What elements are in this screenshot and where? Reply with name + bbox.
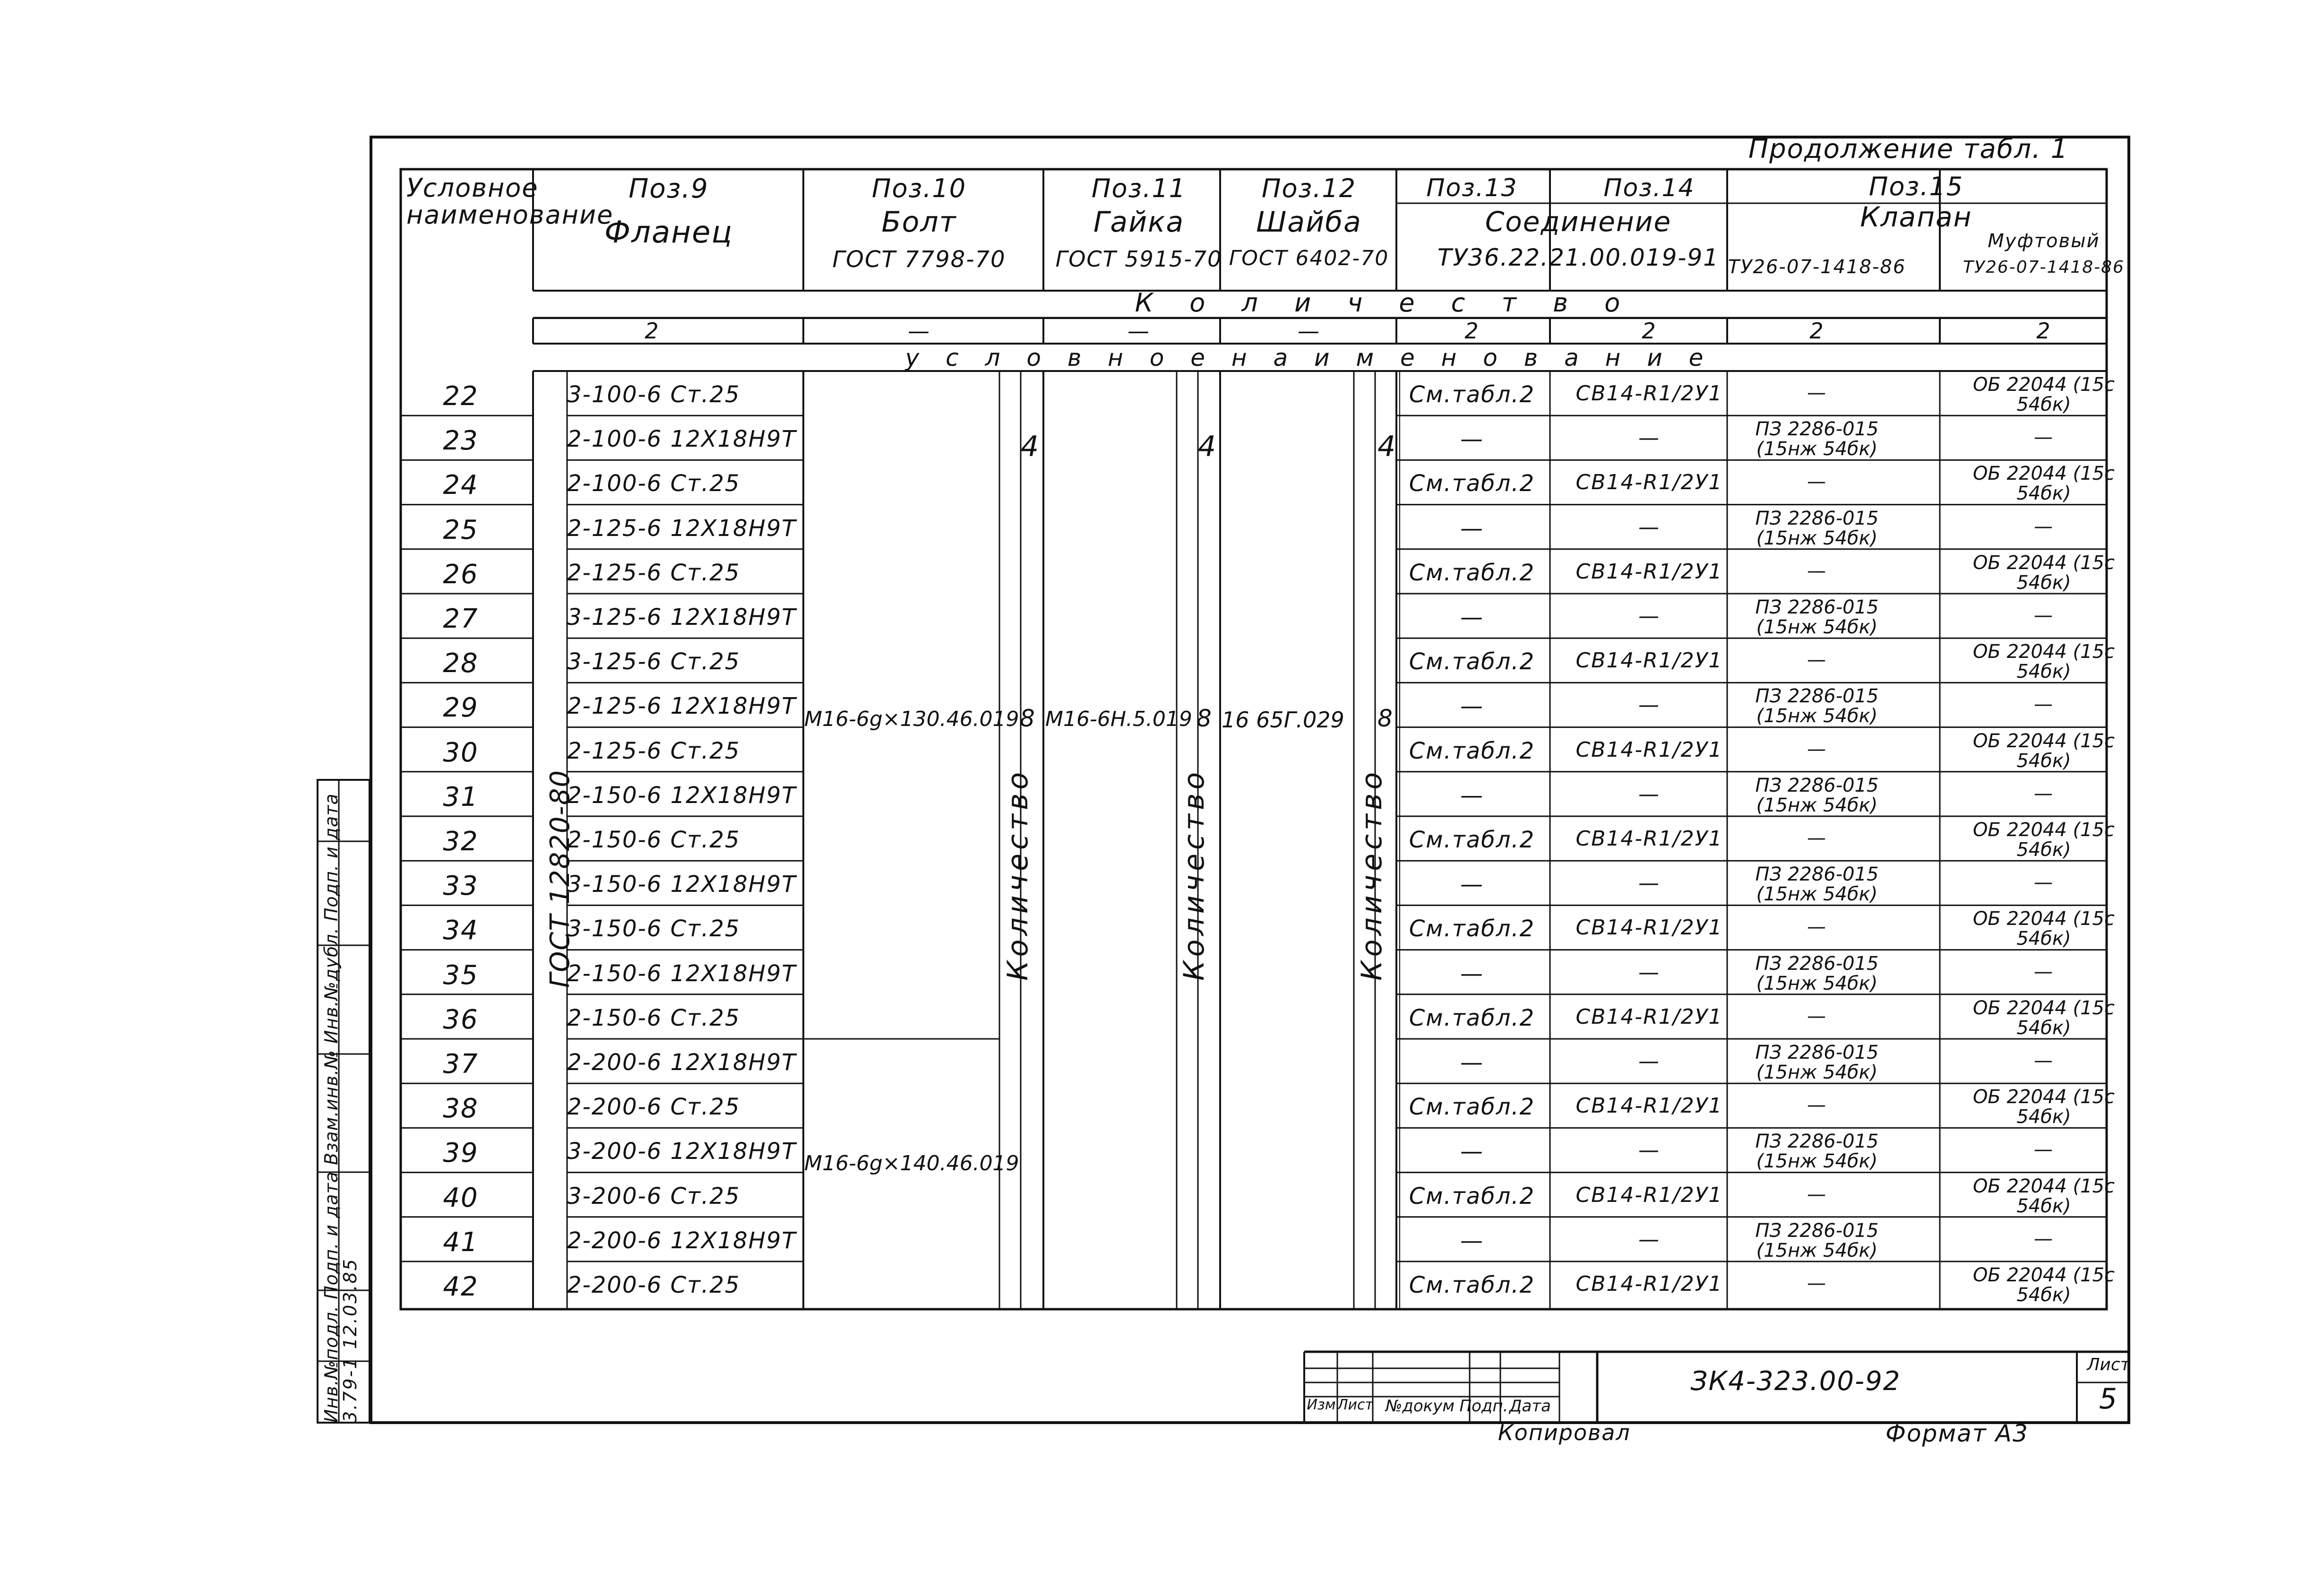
row-coupling-valve: ОБ 22044 (15с 54бк) xyxy=(1972,374,2115,415)
header-pos9: Поз.9 xyxy=(628,173,709,204)
row-condition-name: 39 xyxy=(443,1138,479,1169)
row-valve: ПЗ 2286-015 (15нж 54бк) xyxy=(1755,1131,1879,1173)
row-condition-name: 42 xyxy=(443,1271,479,1302)
row-condition-name: 34 xyxy=(443,915,479,946)
row-connection-13: — xyxy=(1460,1227,1484,1254)
washer-qty-bottom: 8 xyxy=(1377,705,1394,732)
header-pos10: Поз.10 xyxy=(871,173,967,203)
qty-connection-14: 2 xyxy=(1642,318,1657,344)
row-connection-14: СВ14-R1/2У1 xyxy=(1575,470,1723,495)
row-valve: ПЗ 2286-015 (15нж 54бк) xyxy=(1755,596,1879,638)
qty-bolt: — xyxy=(908,318,930,344)
row-connection-13: — xyxy=(1460,604,1484,631)
bolt-size-2: М16-6g×140.46.019 xyxy=(804,1151,1019,1175)
row-connection-14: — xyxy=(1638,604,1660,628)
row-coupling-valve: ОБ 22044 (15с 54бк) xyxy=(1972,997,2115,1039)
row-coupling-valve: — xyxy=(2034,1227,2054,1250)
row-condition-name: 36 xyxy=(443,1004,479,1035)
row-valve: ПЗ 2286-015 (15нж 54бк) xyxy=(1755,507,1879,549)
washer-qty-top: 4 xyxy=(1377,430,1397,463)
condition-name-label: у с л о в н о е н а и м е н о в а н и е xyxy=(905,344,1713,371)
row-condition-name: 37 xyxy=(443,1049,479,1080)
header-pos11: Поз.11 xyxy=(1091,173,1187,203)
header-pos13: Поз.13 xyxy=(1426,174,1518,202)
header-coupling-std: ТУ26-07-1418-86 xyxy=(1963,258,2125,277)
row-flange: 2-200-6 Ст.25 xyxy=(567,1272,740,1298)
row-connection-14: — xyxy=(1638,871,1660,896)
row-connection-14: СВ14-R1/2У1 xyxy=(1575,916,1723,940)
row-condition-name: 28 xyxy=(443,648,479,679)
row-valve: ПЗ 2286-015 (15нж 54бк) xyxy=(1755,774,1879,816)
nut-size: М16-6Н.5.019 xyxy=(1045,707,1192,731)
row-coupling-valve: ОБ 22044 (15с 54бк) xyxy=(1972,641,2115,683)
row-flange: 2-150-6 12Х18Н9Т xyxy=(567,782,797,809)
row-flange: 3-100-6 Ст.25 xyxy=(567,381,740,408)
document-code: ЗК4-323.00-92 xyxy=(1690,1366,1901,1397)
row-valve: — xyxy=(1807,382,1827,404)
row-connection-14: СВ14-R1/2У1 xyxy=(1575,559,1723,584)
row-condition-name: 33 xyxy=(443,871,479,902)
row-connection-13: — xyxy=(1460,693,1484,720)
row-flange: 2-100-6 Ст.25 xyxy=(567,470,740,497)
washer-qty-vertical-label: Количество xyxy=(1355,768,1388,981)
header-bolt-std: ГОСТ 7798-70 xyxy=(832,246,1006,273)
row-coupling-valve: ОБ 22044 (15с 54бк) xyxy=(1972,1175,2115,1217)
header-valve-std: ТУ26-07-1418-86 xyxy=(1728,256,1906,278)
row-coupling-valve: — xyxy=(2034,426,2054,449)
row-condition-name: 35 xyxy=(443,959,479,991)
row-coupling-valve: — xyxy=(2034,960,2054,983)
row-connection-13: — xyxy=(1460,782,1484,809)
row-flange: 2-100-6 12Х18Н9Т xyxy=(567,426,797,453)
row-valve: — xyxy=(1807,471,1827,493)
row-connection-14: СВ14-R1/2У1 xyxy=(1575,827,1723,851)
row-connection-13: См.табл.2 xyxy=(1409,1183,1535,1209)
side-stamp-labels: Инв.№подл. Подп. и дата Взам.инв.№ Инв.№дубл. Подп. и дата xyxy=(321,793,342,1423)
row-connection-14: — xyxy=(1638,1138,1660,1163)
row-valve: ПЗ 2286-015 (15нж 54бк) xyxy=(1755,864,1879,906)
bolt-qty-vertical-label: Количество xyxy=(1001,768,1034,981)
row-flange: 2-200-6 12Х18Н9Т xyxy=(567,1227,797,1254)
qty-coupling: 2 xyxy=(2036,318,2051,344)
row-valve: — xyxy=(1807,1272,1827,1294)
row-coupling-valve: — xyxy=(2034,693,2054,716)
header-pos14: Поз.14 xyxy=(1603,174,1695,202)
row-connection-13: — xyxy=(1460,515,1484,542)
continuation-label: Продолжение табл. 1 xyxy=(1748,134,2069,164)
row-connection-13: — xyxy=(1460,426,1484,453)
row-condition-name: 22 xyxy=(443,381,479,412)
row-valve: — xyxy=(1807,1094,1827,1116)
row-condition-name: 31 xyxy=(443,781,479,812)
header-valve: Клапан xyxy=(1860,201,1972,233)
flange-std-vertical: ГОСТ 12820-80 xyxy=(545,769,576,988)
row-connection-13: См.табл.2 xyxy=(1409,827,1535,853)
row-coupling-valve: ОБ 22044 (15с 54бк) xyxy=(1972,1264,2115,1306)
row-coupling-valve: — xyxy=(2034,1050,2054,1071)
row-condition-name: 23 xyxy=(443,425,479,457)
row-flange: 3-200-6 12Х18Н9Т xyxy=(567,1138,797,1165)
row-valve: — xyxy=(1807,827,1827,849)
header-washer: Шайба xyxy=(1256,206,1362,239)
format-label: Формат А3 xyxy=(1885,1420,2029,1447)
header-connection: Соединение xyxy=(1485,206,1672,238)
row-coupling-valve: — xyxy=(2034,1139,2054,1161)
row-flange: 3-200-6 Ст.25 xyxy=(567,1183,740,1209)
row-condition-name: 40 xyxy=(443,1182,479,1213)
row-flange: 3-125-6 Ст.25 xyxy=(567,648,740,675)
header-flange: Фланец xyxy=(604,215,733,250)
row-connection-14: СВ14-R1/2У1 xyxy=(1575,1094,1723,1118)
row-valve: ПЗ 2286-015 (15нж 54бк) xyxy=(1755,952,1879,994)
row-coupling-valve: ОБ 22044 (15с 54бк) xyxy=(1972,730,2115,772)
sheet-label: Лист xyxy=(2087,1355,2130,1374)
row-connection-13: См.табл.2 xyxy=(1409,1004,1535,1031)
row-connection-14: СВ14-R1/2У1 xyxy=(1575,1004,1723,1029)
copied-label: Копировал xyxy=(1498,1420,1631,1445)
row-connection-14: — xyxy=(1638,693,1660,717)
row-condition-name: 41 xyxy=(443,1227,479,1258)
row-flange: 2-125-6 12Х18Н9Т xyxy=(567,515,797,542)
row-valve: — xyxy=(1807,560,1827,582)
tb-header-doc: №докум xyxy=(1386,1397,1455,1416)
row-connection-14: СВ14-R1/2У1 xyxy=(1575,1183,1723,1207)
tb-header-date: Дата xyxy=(1509,1397,1551,1416)
row-connection-13: См.табл.2 xyxy=(1409,1272,1535,1298)
row-connection-14: — xyxy=(1638,426,1660,450)
header-nut: Гайка xyxy=(1093,206,1185,239)
header-washer-std: ГОСТ 6402-70 xyxy=(1229,246,1389,270)
row-valve: — xyxy=(1807,649,1827,671)
row-coupling-valve: — xyxy=(2034,605,2054,626)
row-coupling-valve: — xyxy=(2034,872,2054,894)
row-condition-name: 27 xyxy=(443,604,479,634)
row-connection-13: См.табл.2 xyxy=(1409,559,1535,586)
row-connection-13: См.табл.2 xyxy=(1409,381,1535,408)
row-connection-14: — xyxy=(1638,1049,1660,1073)
row-coupling-valve: ОБ 22044 (15с 54бк) xyxy=(1972,908,2115,950)
bolt-size-1: М16-6g×130.46.019 xyxy=(804,707,1019,731)
header-connection-std: ТУ36.22.21.00.019-91 xyxy=(1437,244,1720,271)
row-condition-name: 38 xyxy=(443,1093,479,1124)
header-condition-name: Условное наименование xyxy=(406,173,614,230)
nut-qty-top: 4 xyxy=(1198,430,1217,463)
header-nut-std: ГОСТ 5915-70 xyxy=(1055,246,1222,272)
row-connection-14: СВ14-R1/2У1 xyxy=(1575,648,1723,673)
nut-qty-vertical-label: Количество xyxy=(1178,768,1211,981)
row-coupling-valve: ОБ 22044 (15с 54бк) xyxy=(1972,463,2115,505)
row-valve: ПЗ 2286-015 (15нж 54бк) xyxy=(1755,1219,1879,1261)
qty-flange: 2 xyxy=(645,318,660,344)
washer-size: 16 65Г.029 xyxy=(1222,707,1344,733)
row-connection-13: См.табл.2 xyxy=(1409,648,1535,675)
row-flange: 3-125-6 12Х18Н9Т xyxy=(567,604,797,631)
tb-header-sheet: Лист xyxy=(1337,1397,1374,1413)
row-flange: 2-125-6 Ст.25 xyxy=(567,737,740,764)
row-condition-name: 25 xyxy=(443,514,479,545)
row-connection-14: — xyxy=(1638,960,1660,985)
row-condition-name: 29 xyxy=(443,692,479,724)
row-connection-13: См.табл.2 xyxy=(1409,1094,1535,1121)
row-flange: 2-200-6 Ст.25 xyxy=(567,1094,740,1121)
row-flange: 3-150-6 Ст.25 xyxy=(567,916,740,942)
row-flange: 3-150-6 12Х18Н9Т xyxy=(567,871,797,898)
row-coupling-valve: — xyxy=(2034,782,2054,804)
row-flange: 2-150-6 Ст.25 xyxy=(567,827,740,853)
bolt-qty-top: 4 xyxy=(1021,430,1040,463)
row-flange: 2-125-6 Ст.25 xyxy=(567,559,740,586)
row-connection-14: — xyxy=(1638,1227,1660,1252)
side-stamp-values: 3.79-1 12.03.85 xyxy=(340,1258,361,1423)
header-pos15: Поз.15 xyxy=(1868,172,1964,201)
row-coupling-valve: ОБ 22044 (15с 54бк) xyxy=(1972,819,2115,861)
row-condition-name: 26 xyxy=(443,559,479,590)
row-connection-13: См.табл.2 xyxy=(1409,470,1535,497)
nut-qty-bottom: 8 xyxy=(1196,705,1213,732)
tb-header-rev: Изм xyxy=(1307,1397,1336,1413)
row-valve: — xyxy=(1807,1183,1827,1205)
row-connection-13: — xyxy=(1460,1049,1484,1076)
row-coupling-valve: ОБ 22044 (15с 54бк) xyxy=(1972,1086,2115,1128)
row-connection-13: См.табл.2 xyxy=(1409,737,1535,764)
row-connection-14: — xyxy=(1638,782,1660,806)
row-condition-name: 30 xyxy=(443,737,479,768)
header-pos12: Поз.12 xyxy=(1261,173,1357,203)
row-valve: — xyxy=(1807,738,1827,760)
row-coupling-valve: — xyxy=(2034,515,2054,537)
row-valve: ПЗ 2286-015 (15нж 54бк) xyxy=(1755,1042,1879,1083)
row-condition-name: 24 xyxy=(443,470,479,501)
row-flange: 2-150-6 Ст.25 xyxy=(567,1004,740,1031)
row-condition-name: 32 xyxy=(443,826,479,857)
row-connection-14: — xyxy=(1638,515,1660,539)
qty-nut: — xyxy=(1128,318,1150,344)
row-valve: ПЗ 2286-015 (15нж 54бк) xyxy=(1755,685,1879,727)
row-connection-13: — xyxy=(1460,960,1484,987)
row-flange: 2-200-6 12Х18Н9Т xyxy=(567,1049,797,1076)
tb-header-sign: Подп. xyxy=(1459,1397,1508,1416)
header-coupling: Муфтовый xyxy=(1988,230,2100,252)
row-valve: — xyxy=(1807,916,1827,938)
row-connection-14: СВ14-R1/2У1 xyxy=(1575,1272,1723,1296)
row-connection-13: — xyxy=(1460,871,1484,898)
row-connection-14: СВ14-R1/2У1 xyxy=(1575,737,1723,762)
qty-connection-13: 2 xyxy=(1464,318,1480,344)
row-valve: ПЗ 2286-015 (15нж 54бк) xyxy=(1755,418,1879,460)
bolt-qty-bottom: 8 xyxy=(1020,705,1036,732)
row-valve: — xyxy=(1807,1005,1827,1027)
qty-valve: 2 xyxy=(1809,318,1825,344)
quantity-label: К о л и ч е с т в о xyxy=(1135,288,1635,318)
row-connection-14: СВ14-R1/2У1 xyxy=(1575,381,1723,406)
row-flange: 2-125-6 12Х18Н9Т xyxy=(567,693,797,720)
qty-washer: — xyxy=(1298,318,1320,344)
header-bolt: Болт xyxy=(881,206,957,239)
sheet-number: 5 xyxy=(2099,1382,2118,1416)
row-coupling-valve: ОБ 22044 (15с 54бк) xyxy=(1972,552,2115,594)
row-flange: 2-150-6 12Х18Н9Т xyxy=(567,960,797,987)
row-connection-13: — xyxy=(1460,1138,1484,1165)
row-connection-13: См.табл.2 xyxy=(1409,916,1535,942)
